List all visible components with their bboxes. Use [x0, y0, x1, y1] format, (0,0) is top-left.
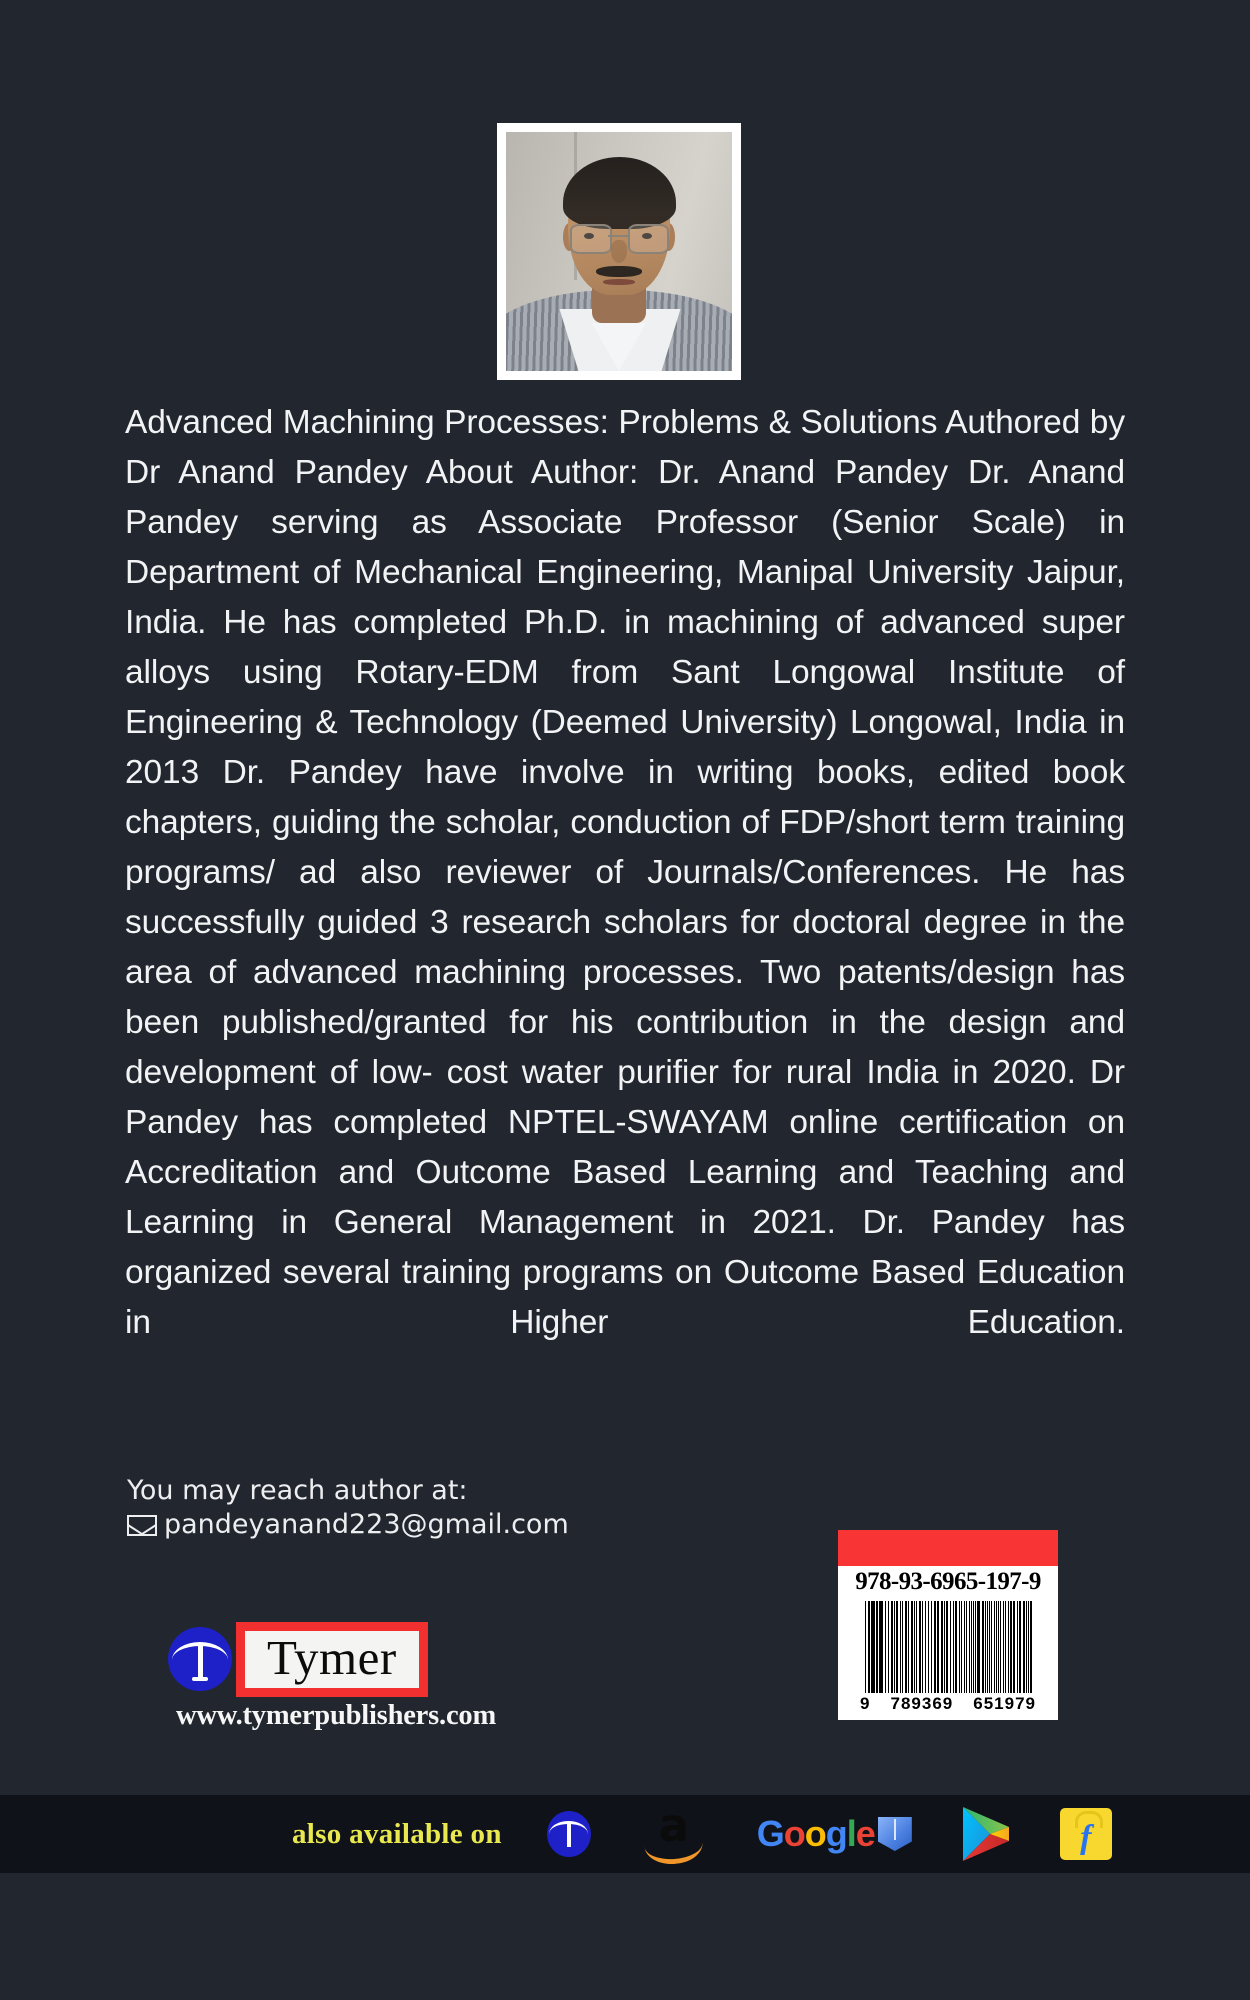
contact-email[interactable]: pandeyanand223@gmail.com	[164, 1509, 569, 1540]
amazon-smile-icon	[644, 1839, 703, 1866]
barcode-red-band	[838, 1530, 1058, 1566]
contact-heading: You may reach author at:	[127, 1475, 468, 1506]
ean-group-2: 651979	[973, 1694, 1036, 1713]
umbrella-stem-small	[567, 1822, 571, 1847]
google-books-store-icon[interactable]	[757, 1813, 912, 1855]
contact-block	[127, 1474, 569, 1542]
contact-email-row	[127, 1508, 569, 1542]
google-letter-o2: o	[804, 1813, 826, 1854]
google-letter-g2: g	[825, 1813, 847, 1854]
google-wordmark	[757, 1813, 875, 1855]
also-available-label: also available on	[292, 1817, 502, 1850]
author-biography-text	[125, 398, 1125, 1398]
ean-group-1: 789369	[890, 1694, 954, 1713]
umbrella-foot	[192, 1677, 207, 1681]
isbn-number: 978-93-6965-197-9	[855, 1568, 1041, 1595]
tymer-umbrella-icon	[168, 1627, 232, 1691]
photo-glasses-bridge	[608, 235, 628, 238]
google-play-store-icon[interactable]	[960, 1805, 1012, 1863]
google-books-bookmark-icon	[878, 1817, 912, 1851]
store-icon-list	[547, 1799, 1112, 1863]
publisher-logo-row	[168, 1620, 508, 1698]
isbn-barcode	[838, 1530, 1058, 1720]
author-photo	[497, 123, 741, 380]
biography-paragraph: Advanced Machining Processes: Problems & Solutions Authored by Dr Anand Pandey About Author: Dr. Anand Pandey Dr. Anand Pandey serving as Associate Professor (Senior Scale) in Department of Mechanical Engineering, Manipal University Jaipur, India. He has completed Ph.D. in machining of advanced super alloys using Rotary-EDM from Sant Longowal Institute of Engineering & Technology (Deemed University) Longowal, India in 2013 Dr. Pandey have involve in writing books, edited book chapters, guiding the scholar, conduction of FDP/short term training programs/ ad also reviewer of Journals/Conferences. He has successfully guided 3 research scholars for doctoral degree in the area of advanced machining processes. Two patents/design has been published/granted for his contribution in the design and development of low- cost water purifier for rural India in 2020. Dr Pandey has completed NPTEL-SWAYAM online certification on Accreditation and Outcome Based Learning and Teaching and Learning in General Management in 2021. Dr. Pandey has organized several training programs on Outcome Based Education in Higher Education.	[125, 404, 1125, 1341]
author-photo-image	[506, 132, 732, 371]
photo-glasses-right-lens	[628, 224, 669, 254]
tymer-store-icon[interactable]	[547, 1811, 591, 1857]
also-available-strip	[0, 1795, 1250, 1873]
flipkart-store-icon[interactable]	[1060, 1808, 1112, 1860]
google-letter-g1: G	[756, 1813, 784, 1854]
publisher-name: Tymer	[267, 1629, 397, 1685]
google-letter-o1: o	[783, 1813, 805, 1854]
ean-check-left: 9	[860, 1694, 871, 1713]
publisher-name-box	[236, 1622, 428, 1697]
photo-glasses-left-lens	[570, 224, 611, 254]
amazon-a-letter: a	[658, 1799, 689, 1852]
google-play-triangle-icon	[960, 1805, 1012, 1863]
barcode-digits	[860, 1694, 1036, 1714]
google-letter-l: l	[846, 1813, 856, 1854]
umbrella-stem	[198, 1644, 203, 1677]
amazon-store-icon[interactable]	[639, 1799, 709, 1859]
publisher-block	[168, 1620, 508, 1732]
google-letter-e: e	[855, 1813, 875, 1854]
photo-mustache	[596, 266, 641, 277]
barcode-bars	[865, 1601, 1031, 1693]
envelope-icon	[127, 1515, 157, 1536]
flipkart-f-letter: f	[1080, 1819, 1092, 1856]
photo-mouth	[603, 279, 635, 285]
publisher-website[interactable]: www.tymerpublishers.com	[176, 1700, 496, 1731]
